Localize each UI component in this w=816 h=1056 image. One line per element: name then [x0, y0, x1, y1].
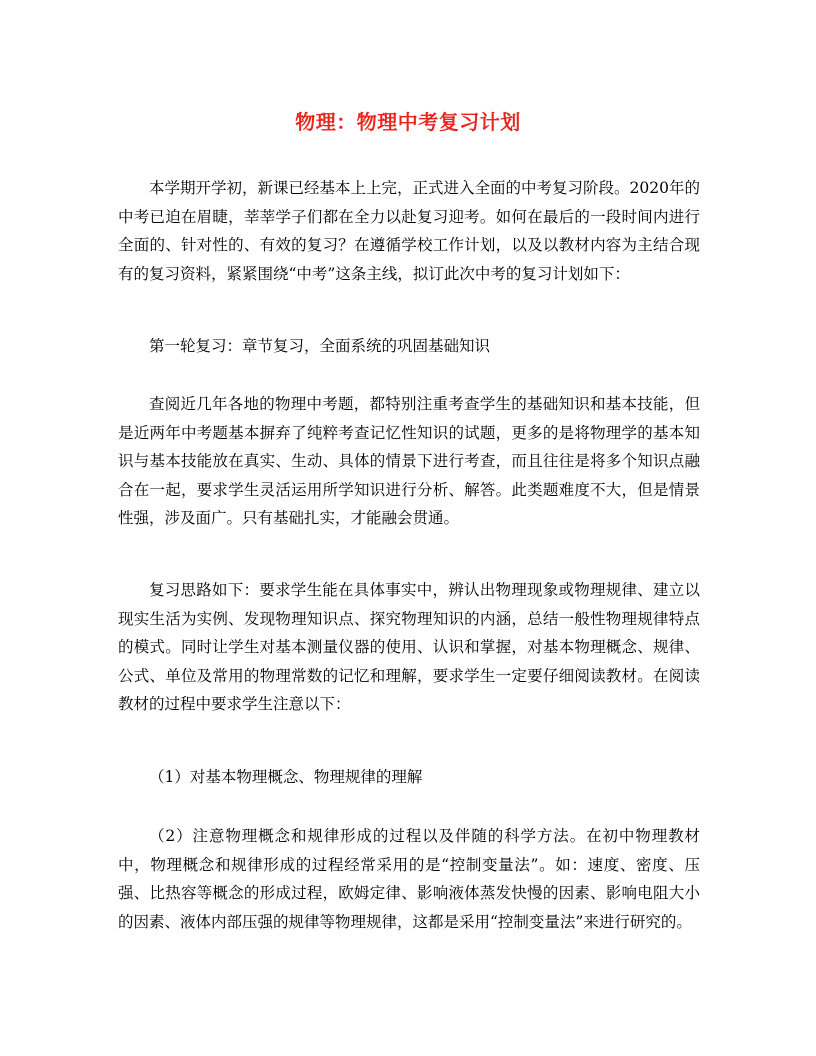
exam-analysis-paragraph: 查阅近几年各地的物理中考题，都特别注重考查学生的基础知识和基本技能，但是近两年中考题基本摒弃了纯粹考查记忆性知识的试题，更多的是将物理学的基本知识与基本技能放在真实、生动、具体的情景下进行考查，而且往往是将多个知识点融合在一起，要求学生灵活运用所学知识进行分析、解答。此类题难度不大，但是情景性强，涉及面广。只有基础扎实，才能融会贯通。 [118, 395, 700, 528]
first-round-heading: 第一轮复习：章节复习，全面系统的巩固基础知识 [149, 337, 491, 355]
intro-paragraph: 本学期开学初，新课已经基本上上完，正式进入全面的中考复习阶段。2020年的中考已迫在眉睫，莘莘学子们都在全力以赴复习迎考。如何在最后的一段时间内进行全面的、针对性的、有效的复习？在遵循学校工作计划，以及以教材内容为主结合现有的复习资料，紧紧围绕“中考”这条主线，拟订此次中考的复习计划如下： [118, 179, 700, 283]
list-item-1: （1）对基本物理概念、物理规律的理解 [149, 768, 423, 786]
list-item-2: （2）注意物理概念和规律形成的过程以及伴随的科学方法。在初中物理教材中，物理概念和规律形成的过程经常采用的是“控制变量法”。如：速度、密度、压强、比热容等概念的形成过程，欧姆定律、影响液体蒸发快慢的因素、影响电阻大小的因素、液体内部压强的规律等物理规律，这都是采用“控制变量法”来进行研究的。 [118, 827, 700, 931]
review-approach-paragraph: 复习思路如下：要求学生能在具体事实中，辨认出物理现象或物理规律、建立以现实生活为实例、发现物理知识点、探究物理知识的内涵，总结一般性物理规律特点的模式。同时让学生对基本测量仪器的使用、认识和掌握，对基本物理概念、规律、公式、单位及常用的物理常数的记忆和理解，要求学生一定要仔细阅读教材。在阅读教材的过程中要求学生注意以下： [118, 581, 700, 714]
document-title: 物理：物理中考复习计划 [295, 110, 521, 134]
